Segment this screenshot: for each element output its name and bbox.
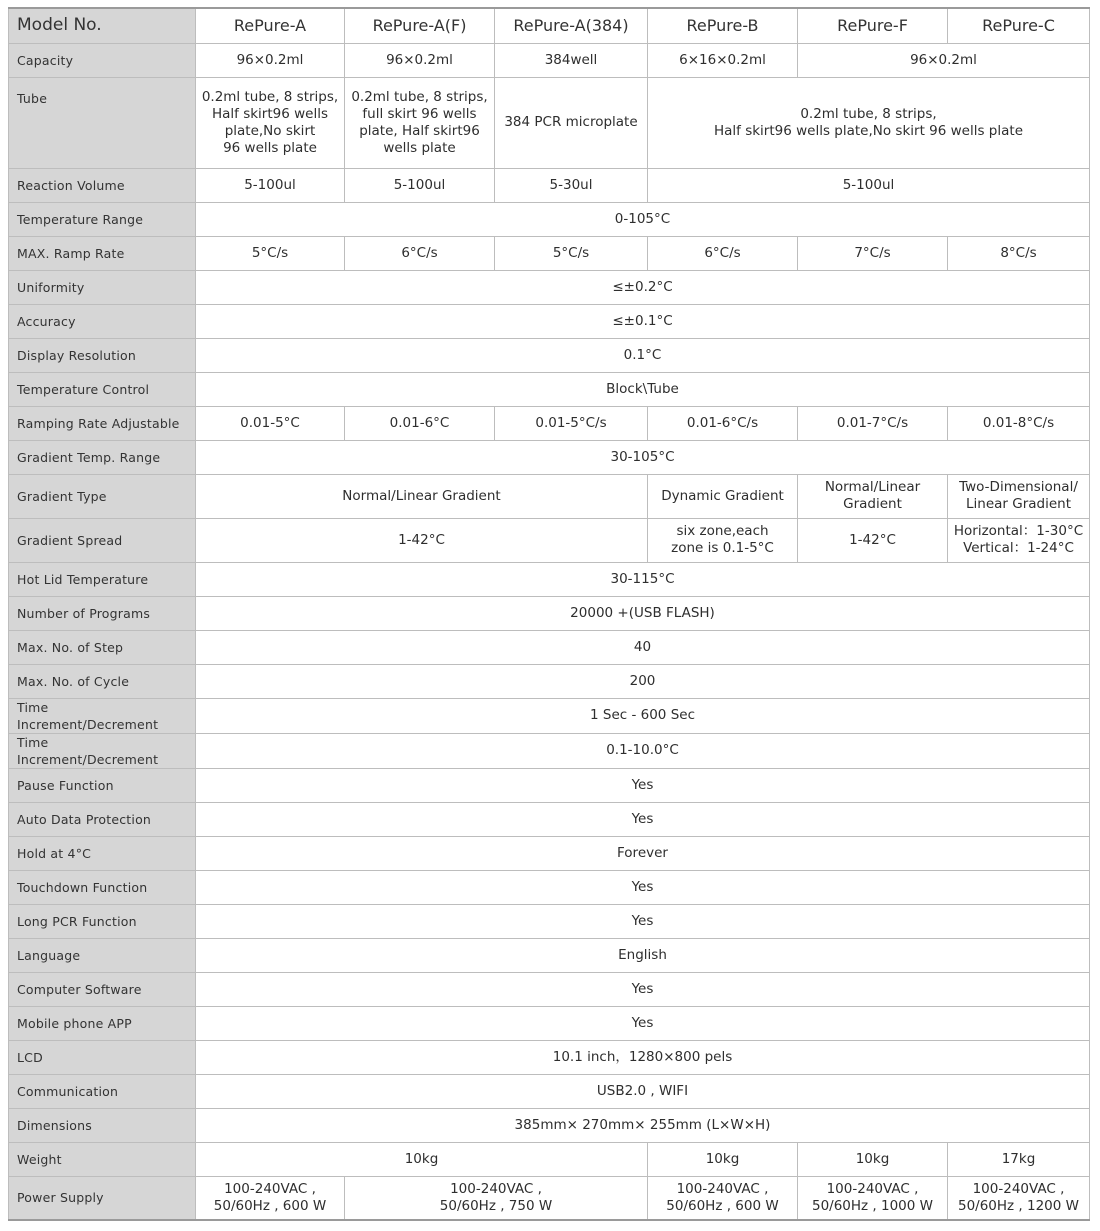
row-label: MAX. Ramp Rate [9, 236, 196, 270]
row-label: Reaction Volume [9, 168, 196, 202]
cell-value: Normal/Linear Gradient [196, 474, 648, 518]
row-label: Ramping Rate Adjustable [9, 406, 196, 440]
cell-value: 0.01-6°C/s [648, 406, 798, 440]
cell-value: 96×0.2ml [798, 43, 1090, 77]
cell-value: Dynamic Gradient [648, 474, 798, 518]
auto-data-protection-row [9, 802, 1090, 836]
temperature-control-row [9, 372, 1090, 406]
communication-row [9, 1074, 1090, 1108]
row-label: Touchdown Function [9, 870, 196, 904]
row-label: Uniformity [9, 270, 196, 304]
hold-at-4c-row [9, 836, 1090, 870]
row-label: Accuracy [9, 304, 196, 338]
computer-software-row [9, 972, 1090, 1006]
cell-value: 10.1 inch，1280×800 pels [196, 1040, 1090, 1074]
cell-value: 0.01-5°C [196, 406, 345, 440]
cell-value: English [196, 938, 1090, 972]
ramping-rate-adjustable-row [9, 406, 1090, 440]
gradient-temp-range-row [9, 440, 1090, 474]
header-row [9, 8, 1090, 43]
cell-value: 0.01-7°C/s [798, 406, 948, 440]
max-ramp-rate-row [9, 236, 1090, 270]
row-label: Weight [9, 1142, 196, 1176]
row-label: Gradient Type [9, 474, 196, 518]
power-supply-row [9, 1176, 1090, 1220]
cell-value: 5-100ul [345, 168, 495, 202]
temp-increment-row [9, 733, 1090, 768]
cell-value: 100-240VAC , 50/60Hz , 1200 W [948, 1176, 1090, 1220]
hot-lid-temperature-row [9, 562, 1090, 596]
touchdown-function-row [9, 870, 1090, 904]
cell-value: 200 [196, 664, 1090, 698]
cell-value: 100-240VAC , 50/60Hz , 600 W [648, 1176, 798, 1220]
cell-value: Block\Tube [196, 372, 1090, 406]
cell-value: 385mm× 270mm× 255mm (L×W×H) [196, 1108, 1090, 1142]
pause-function-row [9, 768, 1090, 802]
model-header-repure-a-f: RePure-A(F) [345, 8, 495, 43]
cell-value: 10kg [196, 1142, 648, 1176]
language-row [9, 938, 1090, 972]
cell-value: 5-30ul [495, 168, 648, 202]
cell-value: 0.1°C [196, 338, 1090, 372]
row-label: Time Increment/Decrement [9, 698, 196, 733]
row-label: LCD [9, 1040, 196, 1074]
cell-value: Normal/Linear Gradient [798, 474, 948, 518]
cell-value: Forever [196, 836, 1090, 870]
model-header-repure-a-384: RePure-A(384) [495, 8, 648, 43]
cell-value: 0.1-10.0°C [196, 733, 1090, 768]
model-no-header: Model No. [9, 8, 196, 43]
row-label: Communication [9, 1074, 196, 1108]
model-header-repure-c: RePure-C [948, 8, 1090, 43]
row-label: Dimensions [9, 1108, 196, 1142]
cell-value: 6×16×0.2ml [648, 43, 798, 77]
row-label: Capacity [9, 43, 196, 77]
cell-value: 0.2ml tube, 8 strips, full skirt 96 wells plate, Half skirt96 wells plate [345, 77, 495, 168]
cell-value: 10kg [648, 1142, 798, 1176]
cell-value: 20000 +(USB FLASH) [196, 596, 1090, 630]
row-label: Gradient Temp. Range [9, 440, 196, 474]
cell-value: six zone,each zone is 0.1-5°C [648, 518, 798, 562]
spec-table [8, 7, 1090, 1221]
cell-value: 6°C/s [648, 236, 798, 270]
gradient-type-row [9, 474, 1090, 518]
row-label: Max. No. of Step [9, 630, 196, 664]
tube-row [9, 77, 1090, 168]
cell-value: Yes [196, 870, 1090, 904]
accuracy-row [9, 304, 1090, 338]
cell-value: 1 Sec - 600 Sec [196, 698, 1090, 733]
row-label: Display Resolution [9, 338, 196, 372]
cell-value: 17kg [948, 1142, 1090, 1176]
row-label: Max. No. of Cycle [9, 664, 196, 698]
cell-value: Yes [196, 972, 1090, 1006]
reaction-volume-row [9, 168, 1090, 202]
mobile-phone-app-row [9, 1006, 1090, 1040]
gradient-spread-row [9, 518, 1090, 562]
lcd-row [9, 1040, 1090, 1074]
cell-value: 100-240VAC , 50/60Hz , 750 W [345, 1176, 648, 1220]
cell-value: USB2.0 , WIFI [196, 1074, 1090, 1108]
cell-value: 5°C/s [495, 236, 648, 270]
row-label: Tube [9, 77, 196, 168]
row-label: Auto Data Protection [9, 802, 196, 836]
uniformity-row [9, 270, 1090, 304]
cell-value: 0.2ml tube, 8 strips, Half skirt96 wells plate,No skirt 96 wells plate [648, 77, 1090, 168]
row-label: Mobile phone APP [9, 1006, 196, 1040]
cell-value: Yes [196, 768, 1090, 802]
max-no-of-cycle-row [9, 664, 1090, 698]
capacity-row [9, 43, 1090, 77]
cell-value: 30-105°C [196, 440, 1090, 474]
cell-value: 0.01-5°C/s [495, 406, 648, 440]
spec-table-wrapper [8, 7, 1090, 1221]
cell-value: 100-240VAC , 50/60Hz , 600 W [196, 1176, 345, 1220]
row-label: Long PCR Function [9, 904, 196, 938]
long-pcr-function-row [9, 904, 1090, 938]
model-header-repure-f: RePure-F [798, 8, 948, 43]
max-no-of-step-row [9, 630, 1090, 664]
cell-value: 5-100ul [648, 168, 1090, 202]
cell-value: 100-240VAC , 50/60Hz , 1000 W [798, 1176, 948, 1220]
row-label: Pause Function [9, 768, 196, 802]
model-header-repure-b: RePure-B [648, 8, 798, 43]
cell-value: Yes [196, 802, 1090, 836]
row-label: Temperature Range [9, 202, 196, 236]
cell-value: ≤±0.2°C [196, 270, 1090, 304]
model-header-repure-a: RePure-A [196, 8, 345, 43]
cell-value: 5-100ul [196, 168, 345, 202]
cell-value: 40 [196, 630, 1090, 664]
cell-value: 8°C/s [948, 236, 1090, 270]
cell-value: 1-42°C [798, 518, 948, 562]
cell-value: Horizontal：1-30°C Vertical：1-24°C [948, 518, 1090, 562]
cell-value: 7°C/s [798, 236, 948, 270]
dimensions-row [9, 1108, 1090, 1142]
row-label: Hold at 4°C [9, 836, 196, 870]
row-label: Time Increment/Decrement [9, 733, 196, 768]
cell-value: 0.01-8°C/s [948, 406, 1090, 440]
cell-value: 30-115°C [196, 562, 1090, 596]
display-resolution-row [9, 338, 1090, 372]
cell-value: 5°C/s [196, 236, 345, 270]
cell-value: Two-Dimensional/ Linear Gradient [948, 474, 1090, 518]
cell-value: 384well [495, 43, 648, 77]
row-label: Power Supply [9, 1176, 196, 1220]
cell-value: 0-105°C [196, 202, 1090, 236]
cell-value: 384 PCR microplate [495, 77, 648, 168]
row-label: Temperature Control [9, 372, 196, 406]
number-of-programs-row [9, 596, 1090, 630]
row-label: Number of Programs [9, 596, 196, 630]
temperature-range-row [9, 202, 1090, 236]
row-label: Hot Lid Temperature [9, 562, 196, 596]
cell-value: 0.01-6°C [345, 406, 495, 440]
cell-value: 1-42°C [196, 518, 648, 562]
weight-row [9, 1142, 1090, 1176]
cell-value: 96×0.2ml [345, 43, 495, 77]
cell-value: 96×0.2ml [196, 43, 345, 77]
cell-value: 0.2ml tube, 8 strips, Half skirt96 wells plate,No skirt 96 wells plate [196, 77, 345, 168]
cell-value: 6°C/s [345, 236, 495, 270]
cell-value: ≤±0.1°C [196, 304, 1090, 338]
row-label: Computer Software [9, 972, 196, 1006]
time-increment-row [9, 698, 1090, 733]
cell-value: 10kg [798, 1142, 948, 1176]
cell-value: Yes [196, 904, 1090, 938]
row-label: Gradient Spread [9, 518, 196, 562]
row-label: Language [9, 938, 196, 972]
cell-value: Yes [196, 1006, 1090, 1040]
